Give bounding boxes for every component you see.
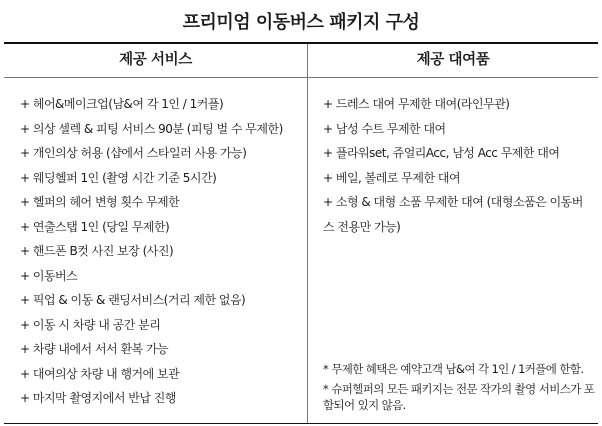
service-item: + 개인의상 허용 (샵에서 스타일러 사용 가능) [20, 146, 247, 160]
table-header [4, 44, 598, 78]
service-item: + 픽업 & 이동 & 랜딩서비스(거리 제한 없음) [20, 293, 246, 307]
package-table [4, 42, 598, 424]
service-item: + 웨딩헬퍼 1인 (촬영 시간 기준 5시간) [20, 170, 217, 185]
page-title: 프리미엄 이동버스 패키지 구성 [182, 12, 420, 33]
services-list [20, 92, 304, 411]
rental-item: + 소형 & 대형 소품 무제한 대여 (대형소품은 이동버스 전용만 가능) [323, 195, 583, 234]
rental-item: + 드레스 대여 무제한 대여(라인무관) [323, 97, 510, 111]
footnotes [323, 361, 595, 417]
column-divider [307, 44, 308, 423]
service-item: + 헬퍼의 헤어 변형 횟수 무제한 [20, 195, 180, 209]
service-item: + 이동 시 차량 내 공간 분리 [20, 317, 161, 332]
rental-item: + 베일, 볼레로 무제한 대여 [323, 170, 461, 185]
service-item: + 헤어&메이크업(남&여 각 1인 / 1커플) [20, 97, 224, 111]
service-item: + 차량 내에서 서서 환복 가능 [20, 342, 169, 356]
service-item: + 이동버스 [20, 268, 78, 283]
rental-item: + 플라워set, 쥬얼리Acc, 남성 Acc 무제한 대여 [323, 146, 560, 160]
service-item: + 의상 셀렉 & 피팅 서비스 90분 (피팅 벌 수 무제한) [20, 121, 283, 136]
footnote: * 슈퍼헬퍼의 모든 패키지는 전문 작가의 촬영 서비스가 포함되어 있지 않음. [323, 382, 595, 412]
rentals-list [323, 92, 593, 239]
services-column-header: 제공 서비스 [119, 52, 192, 68]
service-item: + 핸드폰 B컷 사진 보장 (사진) [20, 244, 174, 258]
footnote: * 무제한 혜택은 예약고객 남&여 각 1인 / 1커플에 한함. [323, 362, 584, 376]
rentals-column-header: 제공 대여품 [416, 52, 490, 68]
service-item: + 마지막 촬영지에서 반납 진행 [20, 391, 176, 405]
rental-item: + 남성 수트 무제한 대여 [323, 121, 446, 136]
service-item: + 대여의상 차량 내 행거에 보관 [20, 366, 180, 381]
service-item: + 연출스탭 1인 (당일 무제한) [20, 219, 170, 234]
